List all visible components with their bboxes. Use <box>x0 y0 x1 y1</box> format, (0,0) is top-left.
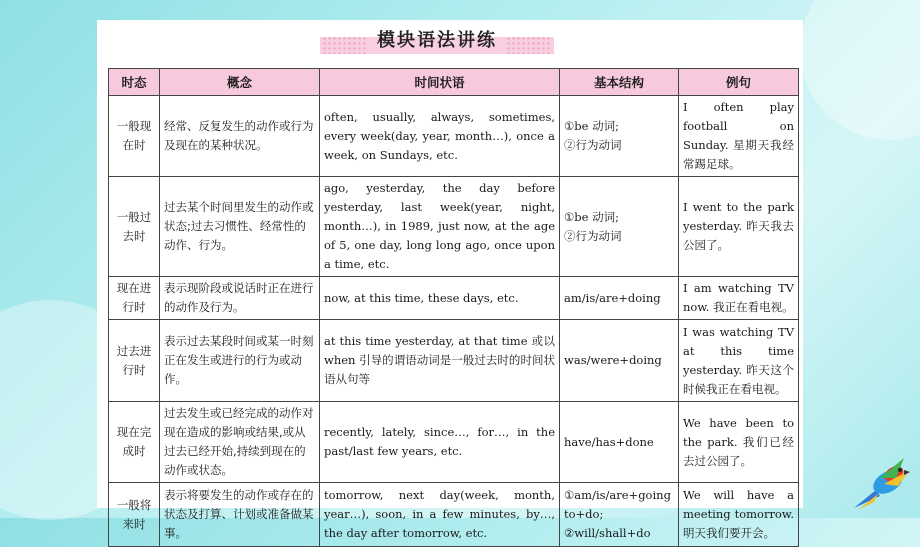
example-cell <box>679 177 799 277</box>
parrot-icon <box>850 448 918 514</box>
tense-cell: 现在完成时 <box>109 402 160 483</box>
table-row <box>109 277 799 320</box>
example-english: We will have a meeting tomorrow. <box>683 488 794 521</box>
example-chinese: 昨天这个时候我正在看电视。 <box>683 362 795 396</box>
structure-line: ①be 动词; <box>564 119 620 133</box>
adverbials-cell: ago, yesterday, the day before yesterday, last week(year, night, month…), in 1989, just now, at the age of 5, one day, long long ago, once upon a time, etc. <box>320 177 560 277</box>
tense-cell: 一般现在时 <box>109 96 160 177</box>
example-english: I am watching TV now. <box>683 281 794 314</box>
concept-cell: 表示将要发生的动作或存在的状态及打算、计划或准备做某事。 <box>160 483 320 547</box>
header-adverbials: 时间状语 <box>320 69 560 96</box>
adverbials-cell: at this time yesterday, at that time 或以 when 引导的谓语动词是一般过去时的时间状语从句等 <box>320 320 560 402</box>
structure-line: ②行为动词 <box>564 138 622 152</box>
header-structure: 基本结构 <box>560 69 679 96</box>
example-chinese: 星期天我经常踢足球。 <box>683 138 794 171</box>
tense-cell: 一般过去时 <box>109 177 160 277</box>
structure-line: was/were+doing <box>564 353 662 367</box>
tense-cell: 现在进行时 <box>109 277 160 320</box>
table-row <box>109 402 799 483</box>
header-concept: 概念 <box>160 69 320 96</box>
concept-cell: 过去发生或已经完成的动作对现在造成的影响或结果,或从过去已经开始,持续到现在的动作或状态。 <box>160 402 320 483</box>
adverbials-cell: often, usually, always, sometimes, every week(day, year, month…), once a week, on Sundays, etc. <box>320 96 560 177</box>
example-chinese: 我们已经去过公园了。 <box>683 434 794 468</box>
structure-line: am/is/are+doing <box>564 290 661 305</box>
example-chinese: 明天我们要开会。 <box>683 526 775 540</box>
table-row <box>109 96 799 177</box>
concept-cell: 表示现阶段或说话时正在进行的动作及行为。 <box>160 277 320 320</box>
header-tense: 时态 <box>109 69 160 96</box>
background-blob <box>800 0 920 140</box>
example-cell <box>679 277 799 320</box>
structure-cell <box>560 96 679 177</box>
table-row <box>109 320 799 402</box>
example-english: We have been to the park. <box>683 415 794 449</box>
tense-cell: 过去进行时 <box>109 320 160 402</box>
title-banner <box>320 24 554 58</box>
table-row <box>109 483 799 547</box>
grammar-table <box>108 68 799 547</box>
example-cell <box>679 96 799 177</box>
adverbials-cell: now, at this time, these days, etc. <box>320 277 560 320</box>
adverbials-cell: recently, lately, since…, for…, in the past/last few years, etc. <box>320 402 560 483</box>
header-example: 例句 <box>679 69 799 96</box>
example-cell <box>679 483 799 547</box>
structure-cell <box>560 320 679 402</box>
concept-cell: 表示过去某段时间或某一时刻正在发生或进行的行为或动作。 <box>160 320 320 402</box>
table-header-row <box>109 69 799 96</box>
example-cell <box>679 320 799 402</box>
concept-cell: 经常、反复发生的动作或行为及现在的某种状况。 <box>160 96 320 177</box>
tense-cell: 一般将来时 <box>109 483 160 547</box>
example-chinese: 昨天我去公园了。 <box>683 219 795 252</box>
example-english: I went to the park yesterday. <box>683 200 794 233</box>
structure-line: ②行为动词 <box>564 228 622 243</box>
example-english: I was watching TV at this time yesterday. <box>683 324 794 377</box>
page-title: 模块语法讲练 <box>377 30 497 51</box>
structure-line: ②will/shall+do <box>564 526 651 540</box>
concept-cell: 过去某个时间里发生的动作或状态;过去习惯性、经常性的动作、行为。 <box>160 177 320 277</box>
structure-cell <box>560 177 679 277</box>
structure-line: ①am/is/are+going to+do; <box>564 488 671 521</box>
structure-cell <box>560 483 679 547</box>
example-english: I often play football on Sunday. <box>683 100 794 152</box>
structure-line: ①be 动词; <box>564 209 620 224</box>
table-row <box>109 177 799 277</box>
adverbials-cell: tomorrow, next day(week, month, year…), soon, in a few minutes, by…, the day after tomorrow, etc. <box>320 483 560 547</box>
structure-cell <box>560 402 679 483</box>
example-cell <box>679 402 799 483</box>
example-chinese: 我正在看电视。 <box>713 300 794 314</box>
structure-line: have/has+done <box>564 434 654 449</box>
structure-cell <box>560 277 679 320</box>
